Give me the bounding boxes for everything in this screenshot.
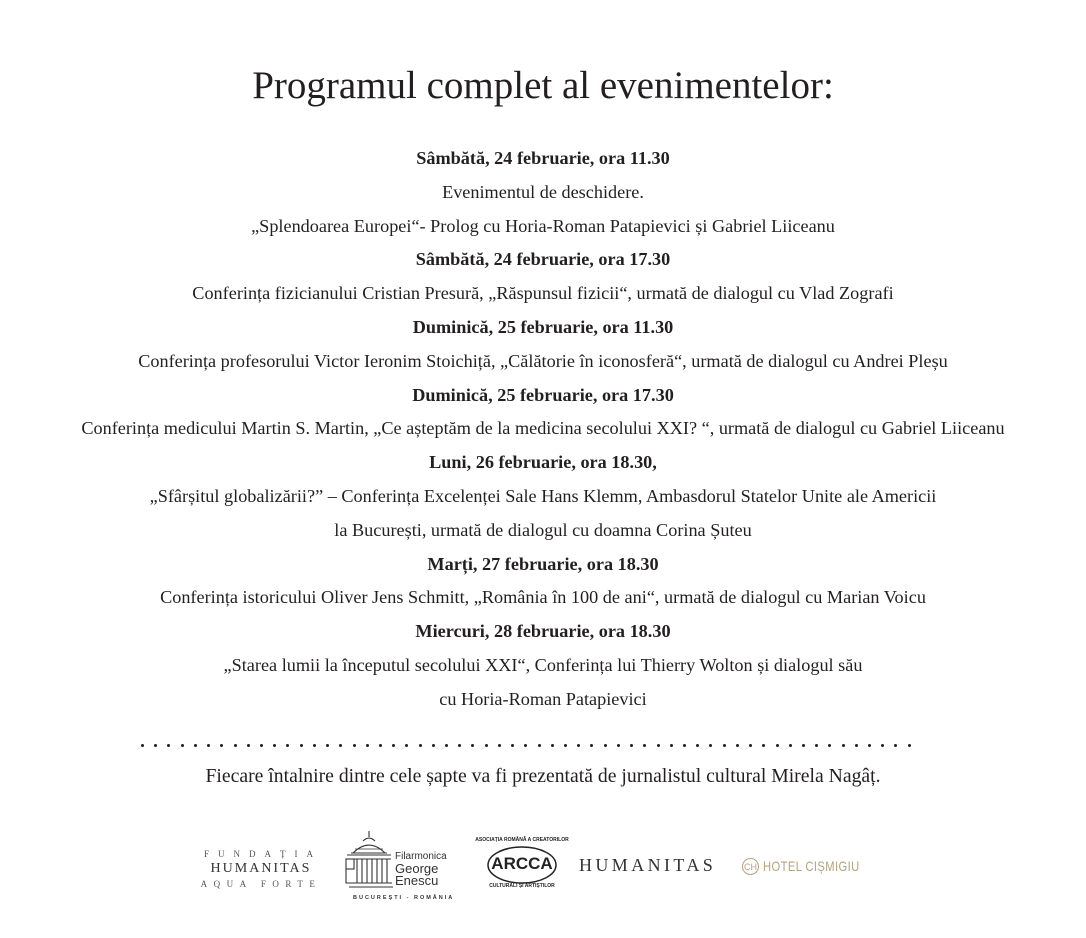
separator-dot bbox=[220, 744, 223, 747]
fundatia-humanitas-line2: HUMANITAS bbox=[210, 861, 312, 876]
separator-dot bbox=[683, 744, 686, 747]
separator-dot bbox=[657, 744, 660, 747]
separator-dot bbox=[577, 744, 580, 747]
footnote: Fiecare întalnire dintre cele șapte va fi prezentată de jurnalistul cultural Mirela Nagâț. bbox=[205, 765, 881, 787]
event-date: Marți, 27 februarie, ora 18.30 bbox=[427, 553, 659, 574]
separator-dot bbox=[154, 744, 157, 747]
filarmonica-city: BUCUREȘTI - ROMÂNIA bbox=[353, 895, 455, 901]
separator-dot bbox=[762, 744, 765, 747]
filarmonica-line3: Enescu bbox=[395, 873, 439, 888]
separator-dot bbox=[802, 744, 805, 747]
event-description: Conferința profesorului Victor Ieronim Stoichiță, „Călătorie în iconosferă“, urmată de dialogul cu Andrei Pleșu bbox=[138, 350, 948, 371]
arcca-name: ARCCA bbox=[491, 854, 553, 873]
filarmonica-name bbox=[395, 851, 447, 887]
event-date: Sâmbătă, 24 februarie, ora 11.30 bbox=[416, 148, 670, 168]
separator-dot bbox=[234, 744, 237, 747]
separator-dot bbox=[511, 744, 514, 747]
humanitas-logo: HUMANITAS bbox=[579, 855, 717, 875]
separator-dot bbox=[749, 744, 752, 747]
hotel-name: HOTEL CIȘMIGIU bbox=[763, 858, 860, 874]
separator-dot bbox=[908, 744, 911, 747]
separator-dot bbox=[181, 744, 184, 747]
separator-dot bbox=[815, 744, 818, 747]
fundatia-humanitas-logo bbox=[200, 847, 322, 891]
filarmonica-line2: George bbox=[395, 861, 439, 876]
separator-dot bbox=[300, 744, 303, 747]
separator-dot bbox=[286, 744, 289, 747]
dotted-separator bbox=[141, 741, 911, 749]
event-program bbox=[0, 142, 1086, 717]
event-date: Miercuri, 28 februarie, ora 18.30 bbox=[415, 621, 671, 642]
event-date: Luni, 26 februarie, ora 18.30, bbox=[429, 452, 657, 473]
separator-dot bbox=[604, 744, 607, 747]
athenaeum-building-icon bbox=[343, 829, 395, 893]
separator-dot bbox=[617, 744, 620, 747]
separator-dot bbox=[855, 744, 858, 747]
filarmonica-logo bbox=[343, 829, 463, 907]
separator-dot bbox=[379, 744, 382, 747]
sponsor-logos bbox=[0, 825, 1086, 910]
separator-dot bbox=[485, 744, 488, 747]
arcca-logo bbox=[470, 835, 574, 895]
separator-dot bbox=[524, 744, 527, 747]
event-description: „Splendoarea Europei“- Prolog cu Horia-Roman Patapievici și Gabriel Liiceanu bbox=[251, 215, 835, 236]
separator-dot bbox=[789, 744, 792, 747]
event-description: cu Horia-Roman Patapievici bbox=[439, 688, 647, 709]
separator-dot bbox=[458, 744, 461, 747]
event-description: Evenimentul de deschidere. bbox=[442, 181, 644, 202]
separator-dot bbox=[643, 744, 646, 747]
separator-dot bbox=[551, 744, 554, 747]
event-description: Conferința istoricului Oliver Jens Schmitt, „România în 100 de ani“, urmată de dialogul cu Marian Voicu bbox=[160, 587, 926, 608]
separator-dot bbox=[709, 744, 712, 747]
separator-dot bbox=[366, 744, 369, 747]
event-description: Conferința fizicianului Cristian Presură, „Răspunsul fizicii“, urmată de dialogul cu Vlad Zografi bbox=[192, 283, 894, 304]
event-description: Conferința medicului Martin S. Martin, „Ce așteptăm de la medicina secolului XXI? “, urmată de dialogul cu Gabriel Liiceanu bbox=[81, 418, 1005, 439]
separator-dot bbox=[273, 744, 276, 747]
separator-dot bbox=[207, 744, 210, 747]
separator-dot bbox=[392, 744, 395, 747]
separator-dot bbox=[736, 744, 739, 747]
separator-dot bbox=[471, 744, 474, 747]
arcca-bottom-text: CULTURALI ȘI ARTIȘTILOR bbox=[489, 883, 555, 889]
separator-dot bbox=[564, 744, 567, 747]
separator-dot bbox=[445, 744, 448, 747]
separator-dot bbox=[590, 744, 593, 747]
separator-dot bbox=[419, 744, 422, 747]
separator-dot bbox=[313, 744, 316, 747]
event-description: la București, urmată de dialogul cu doamna Corina Șuteu bbox=[334, 519, 752, 540]
separator-dot bbox=[776, 744, 779, 747]
separator-dot bbox=[141, 744, 144, 747]
separator-dot bbox=[260, 744, 263, 747]
separator-dot bbox=[723, 744, 726, 747]
separator-dot bbox=[432, 744, 435, 747]
separator-dot bbox=[498, 744, 501, 747]
hotel-monogram-icon: CH bbox=[742, 858, 759, 875]
hotel-cismigiu-logo bbox=[742, 855, 884, 877]
fundatia-humanitas-line3: AQUA FORTE bbox=[200, 879, 322, 889]
event-date: Duminică, 25 februarie, ora 11.30 bbox=[412, 316, 674, 337]
separator-dot bbox=[405, 744, 408, 747]
event-description: „Starea lumii la începutul secolului XXI“, Conferința lui Thierry Wolton și dialogul său bbox=[223, 654, 863, 675]
separator-dot bbox=[842, 744, 845, 747]
arcca-top-text: ASOCIAȚIA ROMÂNĂ A CREATORILOR bbox=[475, 837, 569, 843]
separator-dot bbox=[696, 744, 699, 747]
separator-dot bbox=[670, 744, 673, 747]
separator-dot bbox=[630, 744, 633, 747]
filarmonica-line1: Filarmonica bbox=[395, 851, 447, 862]
fundatia-humanitas-line1: FUNDAȚIA bbox=[204, 849, 322, 859]
separator-dot bbox=[326, 744, 329, 747]
separator-dot bbox=[194, 744, 197, 747]
separator-dot bbox=[894, 744, 897, 747]
event-date: Sâmbătă, 24 februarie, ora 17.30 bbox=[415, 249, 671, 270]
event-date: Duminică, 25 februarie, ora 17.30 bbox=[412, 384, 674, 405]
separator-dot bbox=[247, 744, 250, 747]
event-description: „Sfârșitul globalizării?” – Conferința Excelenței Sale Hans Klemm, Ambasdorul Statelor Unite ale Americii bbox=[149, 485, 937, 506]
separator-dot bbox=[339, 744, 342, 747]
separator-dot bbox=[167, 744, 170, 747]
separator-dot bbox=[868, 744, 871, 747]
separator-dot bbox=[353, 744, 356, 747]
separator-dot bbox=[538, 744, 541, 747]
separator-dot bbox=[881, 744, 884, 747]
separator-dot bbox=[828, 744, 831, 747]
page-title: Programul complet al evenimentelor: bbox=[252, 64, 834, 107]
